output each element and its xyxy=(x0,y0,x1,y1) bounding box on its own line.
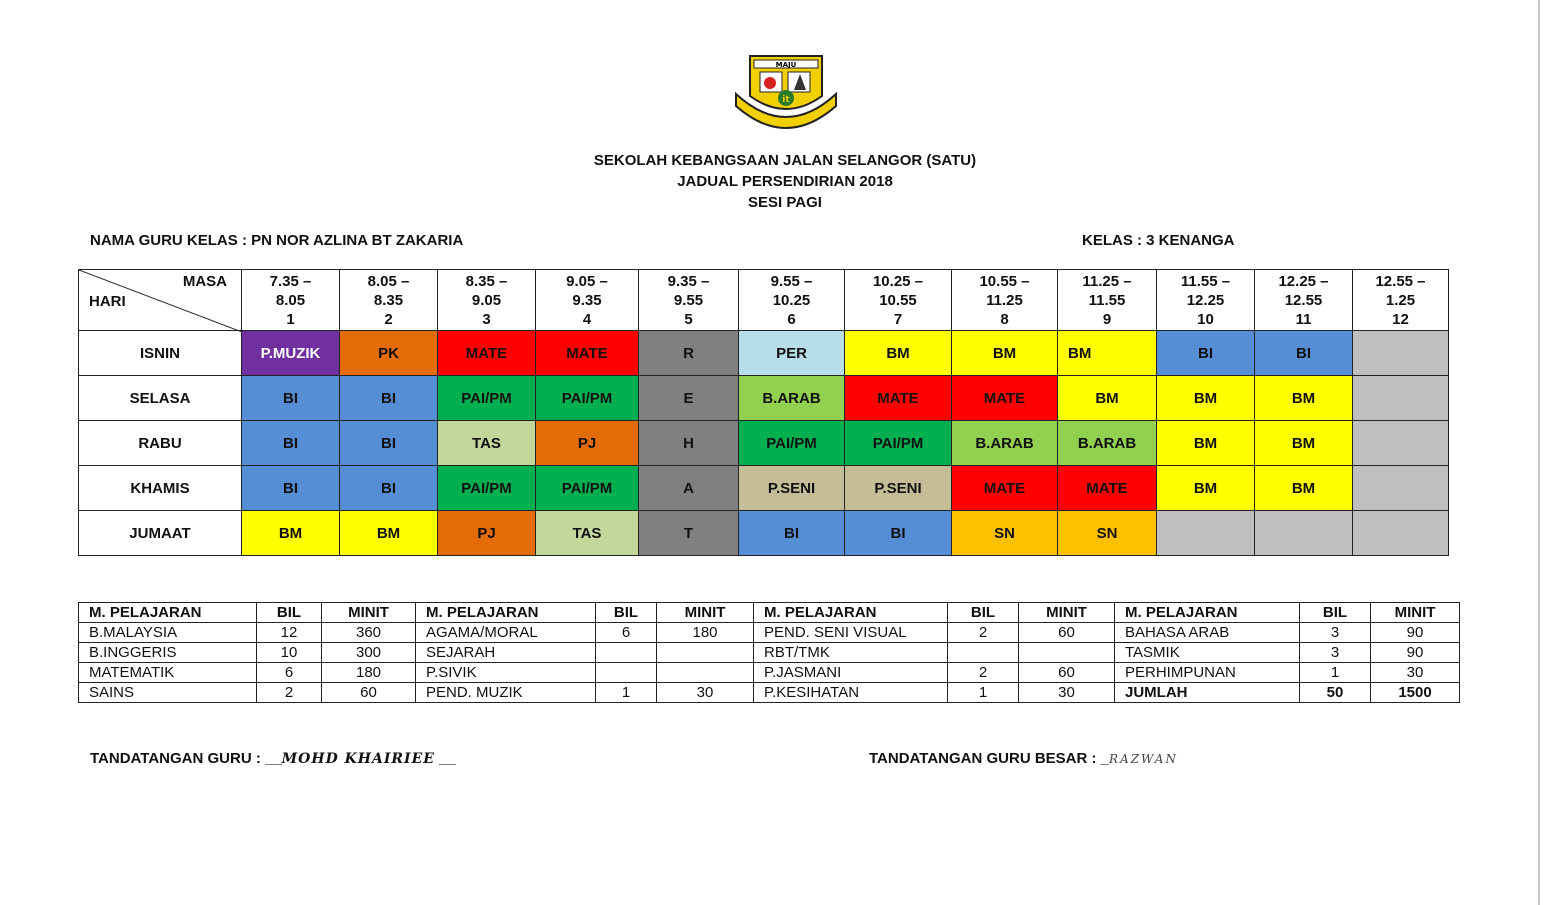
timetable-title: JADUAL PERSENDIRIAN 2018 xyxy=(677,173,893,190)
period-start: 8.05 – xyxy=(367,272,410,290)
empty-cell xyxy=(1353,421,1449,466)
subject-minit: 30 xyxy=(1019,683,1115,703)
empty-cell xyxy=(1157,511,1255,556)
subject-name: SAINS xyxy=(79,683,257,703)
lesson-cell: BM xyxy=(1058,376,1157,421)
subject-name: B.MALAYSIA xyxy=(79,623,257,643)
subject-bil: 1 xyxy=(596,683,657,703)
rehat-cell: R xyxy=(639,331,739,376)
subject-bil xyxy=(948,643,1019,663)
summary-header: MINIT xyxy=(1019,603,1115,623)
day-row-rabu xyxy=(79,421,1449,466)
day-row-khamis xyxy=(79,466,1449,511)
lesson-cell: B.ARAB xyxy=(1058,421,1157,466)
period-end: 9.05 xyxy=(471,291,502,309)
subject-bil: 1 xyxy=(1300,663,1371,683)
lesson-cell: BM xyxy=(1157,421,1255,466)
subject-minit: 90 xyxy=(1371,623,1460,643)
subject-bil: 3 xyxy=(1300,623,1371,643)
lesson-cell: BI xyxy=(1255,331,1353,376)
subject-name: PERHIMPUNAN xyxy=(1115,663,1300,683)
period-header xyxy=(340,270,438,331)
period-start: 11.25 – xyxy=(1082,272,1132,290)
summary-header: MINIT xyxy=(1371,603,1460,623)
period-start: 12.55 – xyxy=(1375,272,1426,290)
period-end: 12.55 xyxy=(1284,291,1323,309)
empty-cell xyxy=(1353,511,1449,556)
period-start: 12.25 – xyxy=(1278,272,1329,290)
page-edge xyxy=(1538,0,1540,905)
period-header xyxy=(438,270,536,331)
period-number: 6 xyxy=(787,310,796,328)
empty-cell xyxy=(1255,511,1353,556)
subject-minit: 60 xyxy=(1019,623,1115,643)
subject-minit xyxy=(657,663,754,683)
lesson-cell: PAI/PM xyxy=(845,421,952,466)
subject-bil: 10 xyxy=(257,643,322,663)
summary-row xyxy=(79,683,1460,703)
lesson-cell: BI xyxy=(242,466,340,511)
school-logo xyxy=(732,52,840,132)
session-label: SESI PAGI xyxy=(748,194,822,211)
subject-name: PEND. SENI VISUAL xyxy=(754,623,948,643)
timetable xyxy=(78,269,1449,556)
lesson-cell: BM xyxy=(1255,421,1353,466)
subject-minit: 60 xyxy=(322,683,416,703)
summary-header: BIL xyxy=(257,603,322,623)
period-end: 8.35 xyxy=(373,291,404,309)
period-end: 12.25 xyxy=(1186,291,1225,309)
lesson-cell: BM xyxy=(340,511,438,556)
period-header xyxy=(1058,270,1157,331)
lesson-cell: MATE xyxy=(952,466,1058,511)
subject-minit: 30 xyxy=(1371,663,1460,683)
teacher-signature-label: TANDATANGAN GURU : __ xyxy=(90,750,282,767)
period-start: 8.35 – xyxy=(465,272,508,290)
subject-summary-table xyxy=(78,602,1460,703)
period-number: 4 xyxy=(582,310,592,328)
logo-text: MAJU xyxy=(775,61,797,69)
school-name: SEKOLAH KEBANGSAAN JALAN SELANGOR (SATU) xyxy=(593,152,977,169)
total-minit: 1500 xyxy=(1371,683,1460,703)
subject-bil: 2 xyxy=(948,663,1019,683)
summary-row xyxy=(79,643,1460,663)
period-header xyxy=(536,270,639,331)
subject-name: P.KESIHATAN xyxy=(754,683,948,703)
subject-minit: 180 xyxy=(657,623,754,643)
period-header xyxy=(739,270,845,331)
lesson-cell: BM xyxy=(845,331,952,376)
period-start: 7.35 – xyxy=(269,272,312,290)
day-row-isnin xyxy=(79,331,1449,376)
lesson-cell: BM xyxy=(242,511,340,556)
subject-name: BAHASA ARAB xyxy=(1115,623,1300,643)
lesson-cell: BI xyxy=(845,511,952,556)
headmaster-signature-line xyxy=(869,750,1178,767)
period-end: 8.05 xyxy=(275,291,306,309)
summary-header: BIL xyxy=(948,603,1019,623)
lesson-cell: PER xyxy=(739,331,845,376)
subject-bil: 2 xyxy=(948,623,1019,643)
subject-minit: 90 xyxy=(1371,643,1460,663)
lesson-cell: BI xyxy=(340,466,438,511)
period-end: 11.25 xyxy=(986,291,1023,309)
lesson-cell: BM xyxy=(1157,376,1255,421)
svg-text:it: it xyxy=(782,95,790,105)
lesson-cell: B.ARAB xyxy=(739,376,845,421)
subject-minit xyxy=(657,643,754,663)
period-header xyxy=(952,270,1058,331)
period-start: 11.55 – xyxy=(1180,272,1231,290)
subject-bil: 12 xyxy=(257,623,322,643)
lesson-cell: BI xyxy=(242,421,340,466)
lesson-cell: TAS xyxy=(438,421,536,466)
period-start: 10.25 – xyxy=(872,272,924,290)
period-number: 8 xyxy=(1000,310,1009,328)
day-row-jumaat xyxy=(79,511,1449,556)
summary-header: BIL xyxy=(596,603,657,623)
day-label: RABU xyxy=(79,421,242,466)
class-name: KELAS : 3 KENANGA xyxy=(1082,232,1235,249)
period-number: 7 xyxy=(893,310,903,328)
lesson-cell: MATE xyxy=(438,331,536,376)
period-end: 10.25 xyxy=(772,291,811,309)
lesson-cell: PAI/PM xyxy=(536,466,639,511)
headmaster-signature: RAZWAN xyxy=(1109,752,1178,766)
summary-header: M. PELAJARAN xyxy=(754,603,948,623)
rehat-cell: E xyxy=(639,376,739,421)
lesson-cell: P.SENI xyxy=(845,466,952,511)
period-start: 10.55 – xyxy=(979,272,1030,290)
empty-cell xyxy=(1353,466,1449,511)
lesson-cell: BM xyxy=(1255,466,1353,511)
period-header xyxy=(1255,270,1353,331)
empty-cell xyxy=(1353,331,1449,376)
empty-cell xyxy=(1353,376,1449,421)
lesson-cell: BI xyxy=(242,376,340,421)
lesson-cell: BI xyxy=(1157,331,1255,376)
period-number: 9 xyxy=(1102,310,1112,328)
summary-header: M. PELAJARAN xyxy=(79,603,257,623)
subject-name: MATEMATIK xyxy=(79,663,257,683)
period-end: 9.35 xyxy=(572,291,602,309)
subject-bil: 1 xyxy=(948,683,1019,703)
subject-minit: 60 xyxy=(1019,663,1115,683)
subject-name: SEJARAH xyxy=(416,643,596,663)
summary-row xyxy=(79,623,1460,643)
subject-name: AGAMA/MORAL xyxy=(416,623,596,643)
subject-name: B.INGGERIS xyxy=(79,643,257,663)
period-number: 5 xyxy=(684,310,693,328)
subject-bil xyxy=(596,643,657,663)
period-end: 9.55 xyxy=(673,291,704,309)
document-header xyxy=(0,150,1552,213)
period-number: 3 xyxy=(482,310,491,328)
subject-bil: 6 xyxy=(257,663,322,683)
lesson-cell: MATE xyxy=(952,376,1058,421)
lesson-cell: PAI/PM xyxy=(438,376,536,421)
subject-minit: 360 xyxy=(322,623,416,643)
total-bil: 50 xyxy=(1300,683,1371,703)
lesson-cell: MATE xyxy=(845,376,952,421)
lesson-cell: BI xyxy=(739,511,845,556)
subject-name: P.JASMANI xyxy=(754,663,948,683)
lesson-cell: BM xyxy=(1255,376,1353,421)
lesson-cell: PJ xyxy=(536,421,639,466)
summary-row xyxy=(79,663,1460,683)
subject-minit: 300 xyxy=(322,643,416,663)
period-start: 9.05 – xyxy=(566,272,608,290)
period-header xyxy=(639,270,739,331)
period-end: 11.55 xyxy=(1088,291,1126,309)
day-label: ISNIN xyxy=(79,331,242,376)
subject-bil: 3 xyxy=(1300,643,1371,663)
lesson-cell: MATE xyxy=(536,331,639,376)
subject-bil: 6 xyxy=(596,623,657,643)
total-label: JUMLAH xyxy=(1115,683,1300,703)
lesson-cell: BM xyxy=(1058,331,1157,376)
period-start: 9.35 – xyxy=(667,272,710,290)
day-label: SELASA xyxy=(79,376,242,421)
period-number: 11 xyxy=(1295,310,1312,328)
period-end: 1.25 xyxy=(1385,291,1416,309)
period-end: 10.55 xyxy=(879,291,917,309)
period-number: 10 xyxy=(1197,310,1214,328)
subject-minit: 30 xyxy=(657,683,754,703)
summary-header-row xyxy=(79,603,1460,623)
lesson-cell: BM xyxy=(952,331,1058,376)
rehat-cell: H xyxy=(639,421,739,466)
period-header xyxy=(242,270,340,331)
summary-header: BIL xyxy=(1300,603,1371,623)
period-header xyxy=(1157,270,1255,331)
summary-header: MINIT xyxy=(657,603,754,623)
summary-header: MINIT xyxy=(322,603,416,623)
subject-bil xyxy=(596,663,657,683)
lesson-cell: B.ARAB xyxy=(952,421,1058,466)
period-header xyxy=(1353,270,1449,331)
subject-minit xyxy=(1019,643,1115,663)
lesson-cell: PAI/PM xyxy=(536,376,639,421)
day-label: KHAMIS xyxy=(79,466,242,511)
lesson-cell: BI xyxy=(340,421,438,466)
summary-header: M. PELAJARAN xyxy=(1115,603,1300,623)
lesson-cell: TAS xyxy=(536,511,639,556)
day-label: JUMAAT xyxy=(79,511,242,556)
subject-name: PEND. MUZIK xyxy=(416,683,596,703)
lesson-cell: P.MUZIK xyxy=(242,331,340,376)
rehat-cell: A xyxy=(639,466,739,511)
header-corner xyxy=(79,270,242,331)
lesson-cell: P.SENI xyxy=(739,466,845,511)
lesson-cell: PK xyxy=(340,331,438,376)
subject-minit: 180 xyxy=(322,663,416,683)
lesson-cell: SN xyxy=(952,511,1058,556)
headmaster-signature-label: TANDATANGAN GURU BESAR : _ xyxy=(869,750,1109,767)
masa-label: MASA xyxy=(182,273,227,290)
period-number: 12 xyxy=(1392,310,1409,328)
period-start: 9.55 – xyxy=(770,272,813,290)
lesson-cell: MATE xyxy=(1058,466,1157,511)
subject-name: RBT/TMK xyxy=(754,643,948,663)
subject-name: P.SIVIK xyxy=(416,663,596,683)
rehat-cell: T xyxy=(639,511,739,556)
period-header xyxy=(845,270,952,331)
lesson-cell: BM xyxy=(1157,466,1255,511)
lesson-cell: SN xyxy=(1058,511,1157,556)
lesson-cell: BI xyxy=(340,376,438,421)
lesson-cell: PAI/PM xyxy=(438,466,536,511)
subject-bil: 2 xyxy=(257,683,322,703)
period-number: 2 xyxy=(384,310,393,328)
hari-label: HARI xyxy=(89,293,126,310)
subject-name: TASMIK xyxy=(1115,643,1300,663)
lesson-cell: PAI/PM xyxy=(739,421,845,466)
day-row-selasa xyxy=(79,376,1449,421)
teacher-signature-tail: __ xyxy=(434,750,456,767)
class-teacher: NAMA GURU KELAS : PN NOR AZLINA BT ZAKARIA xyxy=(90,232,464,249)
teacher-signature: MOHD KHAIRIEE xyxy=(281,751,435,767)
summary-header: M. PELAJARAN xyxy=(416,603,596,623)
lesson-cell: PJ xyxy=(438,511,536,556)
teacher-signature-line xyxy=(90,750,456,767)
period-number: 1 xyxy=(286,310,295,328)
